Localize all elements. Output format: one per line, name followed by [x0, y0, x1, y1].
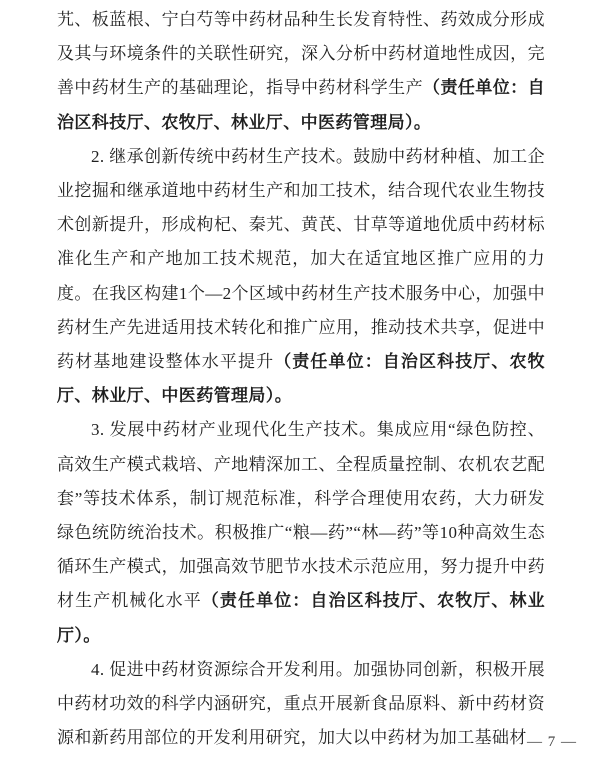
document-body	[57, 3, 545, 755]
paragraph	[57, 653, 545, 756]
responsibility-unit-segment: （责任单位：自治区科技厅、农牧厅、林业厅、中医药管理局）。	[57, 352, 545, 406]
text-segment: 2. 继承创新传统中药材生产技术。鼓励中药材种植、加工企业挖掘和继承道地中药材生产和加工技术，结合现代农业生物技术创新提升，形成枸杞、秦艽、黄芪、甘草等道地优质中药材标准化生产和产地加工技术规范，加大在适宜地区推广应用的力度。在我区构建1个—2个区域中药材生产技术服务中心，加强中药材生产先进适用技术转化和推广应用，推动技术共享，促进中药材基地建设整体水平提升	[57, 146, 545, 372]
paragraph	[57, 413, 545, 652]
page-number: — 7 —	[527, 734, 577, 750]
page-footer	[527, 734, 577, 751]
responsibility-unit-segment: （责任单位：自治区科技厅、农牧厅、林业厅、中医药管理局）。	[57, 78, 545, 132]
text-segment: 4. 促进中药材资源综合开发利用。加强协同创新，积极开展中药材功效的科学内涵研究，重点开展新食品原料、新中药材资源和新药用部位的开发利用研究，加大以中药材为加工基础材	[57, 659, 545, 748]
responsibility-unit-segment: （责任单位：自治区科技厅、农牧厅、林业厅）。	[57, 591, 545, 645]
paragraph	[57, 3, 545, 140]
paragraph	[57, 140, 545, 414]
text-segment: 3. 发展中药材产业现代化生产技术。集成应用“绿色防控、高效生产模式栽培、产地精深加工、全程质量控制、农机农艺配套”等技术体系，制订规范标准，科学合理使用农药，大力研发绿色统防统治技术。积极推广“粮—药”“林—药”等10种高效生态循环生产模式，加强高效节肥节水技术示范应用，努力提升中药材生产机械化水平	[57, 420, 545, 611]
text-segment: 艽、板蓝根、宁白芍等中药材品种生长发育特性、药效成分形成及其与环境条件的关联性研究，深入分析中药材道地性成因，完善中药材生产的基础理论，指导中药材科学生产	[57, 10, 545, 98]
